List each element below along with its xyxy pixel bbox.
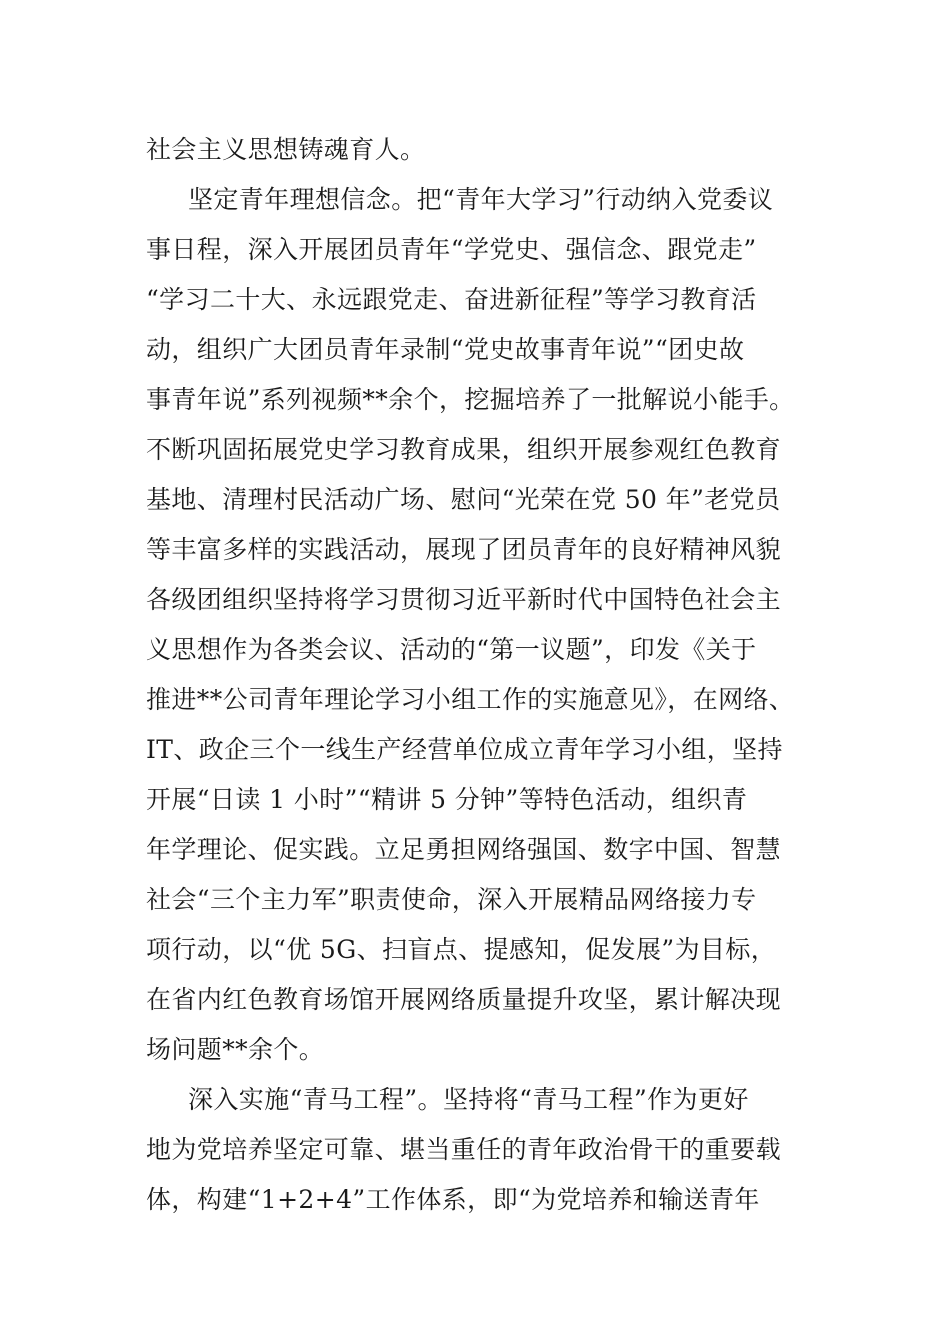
text-line-9: 等丰富多样的实践活动，展现了团员青年的良好精神风貌	[146, 535, 782, 564]
text-line-3: 事日程，深入开展团员青年“学党史、强信念、跟党走”	[146, 235, 757, 264]
text-line-5: 动，组织广大团员青年录制“党史故事青年说”“团史故	[146, 335, 745, 364]
text-line-13: IT、政企三个一线生产经营单位成立青年学习小组，坚持	[146, 735, 783, 764]
text-line-16: 社会“三个主力军”职责使命，深入开展精品网络接力专	[146, 885, 757, 914]
text-line-1: 社会主义思想铸魂育人。	[146, 135, 426, 164]
text-line-8: 基地、清理村民活动广场、慰问“光荣在党 50 年”老党员	[146, 485, 781, 514]
text-line-7: 不断巩固拓展党史学习教育成果，组织开展参观红色教育	[146, 435, 782, 464]
paragraph-start-youth-ideals: 坚定青年理想信念。把“青年大学习”行动纳入党委议	[188, 185, 774, 214]
text-line-22: 体，构建“1+2+4”工作体系，即“为党培养和输送青年	[146, 1185, 760, 1214]
text-line-18: 在省内红色教育场馆开展网络质量提升攻坚，累计解决现	[146, 985, 782, 1014]
text-line-21: 地为党培养坚定可靠、堪当重任的青年政治骨干的重要载	[146, 1135, 782, 1164]
text-line-4: “学习二十大、永远跟党走、奋进新征程”等学习教育活	[146, 285, 757, 314]
text-line-12: 推进**公司青年理论学习小组工作的实施意见》，在网络、	[146, 685, 795, 714]
text-line-15: 年学理论、促实践。立足勇担网络强国、数字中国、智慧	[146, 835, 782, 864]
text-line-19: 场问题**余个。	[146, 1035, 325, 1064]
text-line-17: 项行动，以“优 5G、扫盲点、提感知，促发展”为目标，	[146, 935, 777, 964]
text-line-6: 事青年说”系列视频**余个，挖掘培养了一批解说小能手。	[146, 385, 795, 414]
paragraph-start-qingma-project: 深入实施“青马工程”。坚持将“青马工程”作为更好	[188, 1085, 749, 1114]
text-line-11: 义思想作为各类会议、活动的“第一议题”，印发《关于	[146, 635, 757, 664]
text-line-10: 各级团组织坚持将学习贯彻习近平新时代中国特色社会主	[146, 585, 782, 614]
text-line-14: 开展“日读 1 小时”“精讲 5 分钟”等特色活动，组织青	[146, 785, 748, 814]
